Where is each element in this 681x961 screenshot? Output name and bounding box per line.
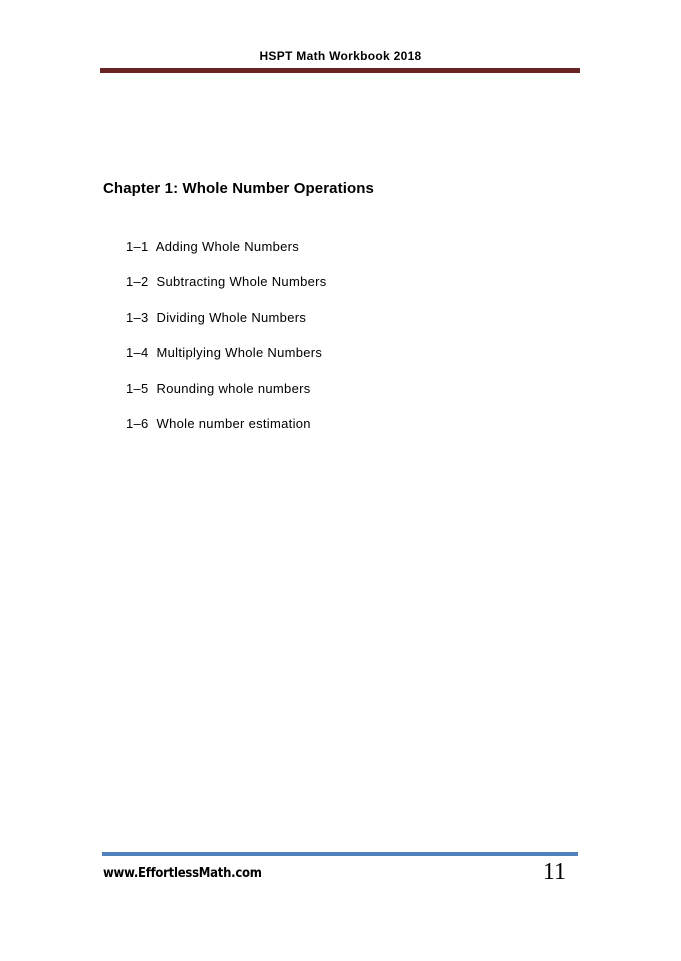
- section-number: 1–4: [126, 345, 149, 361]
- section-title: Dividing Whole Numbers: [156, 309, 307, 325]
- section-number: 1–6: [126, 415, 149, 431]
- header-title: HSPT Math Workbook 2018: [259, 49, 422, 63]
- footer-divider: [102, 852, 578, 856]
- section-number: 1–3: [126, 309, 149, 325]
- section-number: 1–5: [126, 380, 149, 396]
- section-title: Adding Whole Numbers: [155, 239, 300, 254]
- section-item: [126, 381, 327, 416]
- page-number: 11: [542, 859, 566, 885]
- section-item: [126, 345, 327, 380]
- section-item: [126, 239, 327, 274]
- section-item: [126, 416, 327, 451]
- section-title: Subtracting Whole Numbers: [156, 274, 327, 290]
- header-divider: [100, 68, 580, 73]
- section-title: Multiplying Whole Numbers: [156, 345, 323, 361]
- section-number: 1–1: [126, 239, 149, 254]
- footer-website: www.EffortlessMath.com: [103, 866, 262, 881]
- chapter-title: Chapter 1: Whole Number Operations: [103, 180, 374, 197]
- section-item: [126, 310, 327, 345]
- section-item: [126, 274, 327, 309]
- section-list: [126, 239, 327, 451]
- section-number: 1–2: [126, 274, 149, 290]
- section-title: Whole number estimation: [156, 415, 311, 431]
- section-title: Rounding whole numbers: [156, 380, 311, 396]
